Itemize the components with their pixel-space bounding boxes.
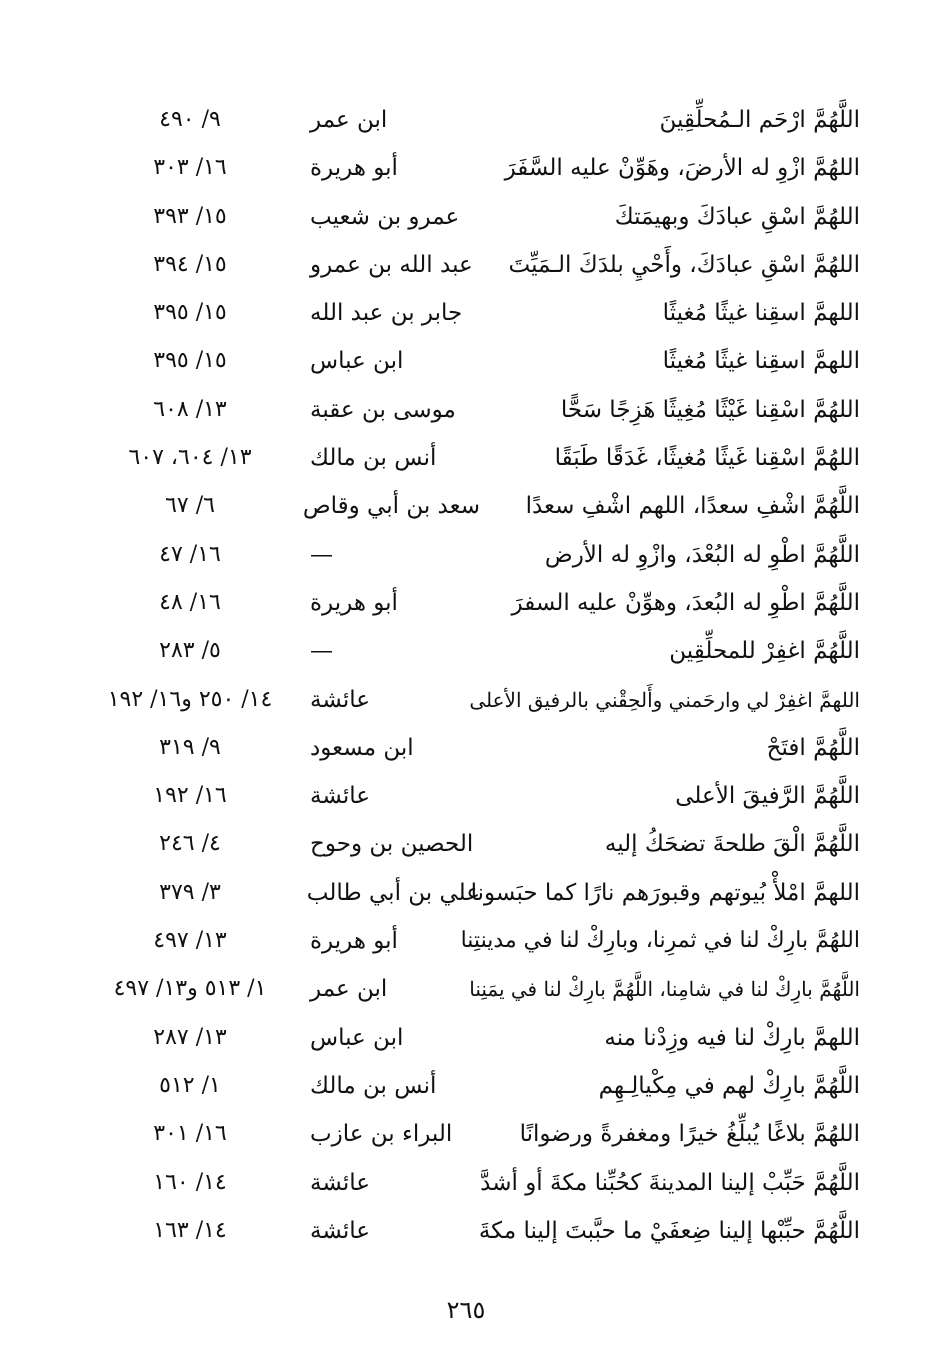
volume-page-reference: ١٣/ ٦٠٤، ٦٠٧ [128, 445, 252, 471]
hadith-text: اللَّهُمَّ بارِكْ لهم في مِكْيالِـهِم [598, 1072, 860, 1099]
narrator-name: عبد الله بن عمرو [310, 251, 473, 278]
volume-page-reference: ١٣/ ٦٠٨ [153, 396, 227, 422]
volume-page-reference: ١٦/ ١٩٢ [153, 783, 227, 809]
index-row [90, 195, 870, 243]
hadith-text: اللهُمَّ اسْقِ عبادَكَ، وأَحْيِ بلدَكَ الـمَيِّتَ [508, 251, 860, 278]
index-row [90, 919, 870, 967]
index-row [90, 533, 870, 581]
narrator-name: ابن عباس [310, 348, 404, 375]
index-row [90, 146, 870, 194]
narrator-name: عمرو بن شعيب [310, 203, 460, 230]
hadith-text: اللهمَّ اغفِرْ لي وارحَمني وأَلحِقْني بالرفيق الأعلى [469, 687, 860, 712]
narrator-name: أبو هريرة [310, 589, 398, 616]
volume-page-reference: ١٤/ ٢٥٠ و١٦/ ١٩٢ [107, 686, 273, 712]
volume-page-reference: ١٤/ ١٦٠ [153, 1169, 227, 1195]
volume-page-reference: ١٦/ ٣٠٣ [153, 155, 227, 181]
narrator-name: أنس بن مالك [310, 445, 437, 472]
hadith-text: اللَّهُمَّ حبِّبْها إلينا ضِعفَيْ ما حبَّبتَ إلينا مكةَ [478, 1217, 860, 1244]
volume-page-reference: ٤/ ٢٤٦ [159, 831, 221, 857]
volume-page-reference: ١٦/ ٤٧ [159, 541, 221, 567]
narrator-name: سعد بن أبي وقاص [302, 493, 480, 520]
index-row [90, 871, 870, 919]
narrator-name: علي بن أبي طالب [306, 879, 480, 906]
volume-page-reference: ٦/ ٦٧ [165, 493, 215, 519]
volume-page-reference: ١/ ٥١٢ [159, 1072, 221, 1098]
narrator-name: ابن عمر [310, 976, 388, 1003]
narrator-name: عائشة [310, 686, 370, 713]
narrator-name: أنس بن مالك [310, 1072, 437, 1099]
hadith-text: اللهمَّ اسقِنا غيثًا مُغيثًا [662, 300, 860, 327]
volume-page-reference: ٥/ ٢٨٣ [159, 638, 221, 664]
volume-page-reference: ١٣/ ٢٨٧ [153, 1024, 227, 1050]
page-number: ٢٦٥ [446, 1296, 486, 1324]
volume-page-reference: ٣/ ٣٧٩ [159, 879, 221, 905]
index-row [90, 243, 870, 291]
index-row [90, 388, 870, 436]
index-row [90, 1016, 870, 1064]
index-row [90, 967, 870, 1015]
index-row [90, 774, 870, 822]
volume-page-reference: ١/ ٥١٣ و١٣/ ٤٩٧ [113, 976, 267, 1002]
volume-page-reference: ١٤/ ١٦٣ [153, 1217, 227, 1243]
index-row [90, 581, 870, 629]
index-row [90, 629, 870, 677]
hadith-text: اللَّهُمَّ اغفِرْ للمحلِّقِين [669, 638, 860, 665]
narrator-name: البراء بن عازب [310, 1121, 453, 1148]
hadith-text: اللَّهُمَّ اطْوِ له البُعْدَ، وازْوِ له الأرض [544, 541, 860, 568]
index-row [90, 484, 870, 532]
hadith-text: اللهُمَّ اسْقِنا غَيثًا مُغيثًا، غَدَقًا طَبَقًا [554, 445, 860, 472]
narrator-name: الحصين بن وحوح [310, 831, 474, 858]
index-row [90, 822, 870, 870]
index-row [90, 291, 870, 339]
volume-page-reference: ١٥/ ٣٩٣ [153, 203, 227, 229]
hadith-text: اللهمَّ بارِكْ لنا فيه وزِدْنا منه [604, 1024, 860, 1051]
hadith-text: اللهمَّ اسقِنا غيثًا مُغيثًا [662, 348, 860, 375]
volume-page-reference: ١٣/ ٤٩٧ [153, 928, 227, 954]
hadith-text: اللَّهُمَّ افتَحْ [766, 734, 860, 761]
volume-page-reference: ١٦/ ٣٠١ [153, 1121, 227, 1147]
hadith-text: اللهُمَّ اسْقِنا غَيْثًا مُغِيثًا هَزِجًا سَحًّا [560, 396, 860, 423]
index-row [90, 1209, 870, 1257]
hadith-text: اللَّهُمَّ حَبِّبْ إلينا المدينةَ كحُبِّنا مكةَ أو أشدَّ [480, 1169, 860, 1196]
hadith-text: اللهُمَّ بلاغًا يُبلِّغُ خيرًا ومغفرةً ورضوانًا [519, 1121, 860, 1148]
narrator-name: جابر بن عبد الله [310, 300, 463, 327]
hadith-text: اللَّهُمَّ بارِكْ لنا في شامِنا، اللَّهُمَّ بارِكْ لنا في يمَنِنا [469, 977, 860, 1002]
hadith-text: اللهُمَّ اسْقِ عبادَكَ وبهيمَتكَ [614, 203, 860, 230]
hadith-text: اللهُمَّ ازْوِ له الأرضَ، وهَوِّنْ عليه السَّفَرَ [504, 155, 860, 182]
index-row [90, 1064, 870, 1112]
hadith-text: اللَّهُمَّ اشْفِ سعدًا، اللهم اشْفِ سعدًا [525, 493, 860, 520]
hadith-index-table [90, 98, 870, 1257]
narrator-name: عائشة [310, 1217, 370, 1244]
narrator-name: ابن عباس [310, 1024, 404, 1051]
narrator-name: أبو هريرة [310, 155, 398, 182]
volume-page-reference: ١٥/ ٣٩٥ [153, 300, 227, 326]
index-row [90, 98, 870, 146]
hadith-text: اللَّهُمَّ اطْوِ له البُعدَ، وهوِّنْ عليه السفرَ [511, 589, 860, 616]
hadith-text: اللَّهُمَّ ارْحَم الـمُحلِّقِينَ [659, 107, 860, 133]
index-row [90, 678, 870, 726]
narrator-name: عائشة [310, 1169, 370, 1196]
narrator-name: ابن مسعود [310, 734, 414, 761]
index-row [90, 1112, 870, 1160]
hadith-text: اللهمَّ امْلأْ بُيوتهم وقبورَهم نارًا كما حبَسونا [470, 879, 860, 906]
index-row [90, 726, 870, 774]
hadith-text: اللهُمَّ بارِكْ لنا في ثمرِنا، وبارِكْ لنا في مدينتِنا [460, 928, 860, 954]
volume-page-reference: ١٦/ ٤٨ [159, 589, 221, 615]
narrator-name: عائشة [310, 783, 370, 810]
narrator-name: موسى بن عقبة [310, 396, 456, 423]
volume-page-reference: ١٥/ ٣٩٥ [153, 348, 227, 374]
narrator-name: — [310, 638, 333, 665]
index-row [90, 339, 870, 387]
narrator-name: ابن عمر [310, 107, 388, 133]
hadith-text: اللَّهُمَّ الْقَ طلحةَ تضحَكُ إليه [604, 831, 860, 858]
index-row [90, 436, 870, 484]
index-row [90, 1161, 870, 1209]
volume-page-reference: ١٥/ ٣٩٤ [153, 251, 227, 277]
narrator-name: أبو هريرة [310, 928, 398, 955]
volume-page-reference: ٩/ ٣١٩ [159, 734, 221, 760]
volume-page-reference: ٩/ ٤٩٠ [159, 107, 221, 132]
hadith-text: اللَّهُمَّ الرَّفيقَ الأعلى [675, 783, 860, 810]
narrator-name: — [310, 541, 333, 568]
